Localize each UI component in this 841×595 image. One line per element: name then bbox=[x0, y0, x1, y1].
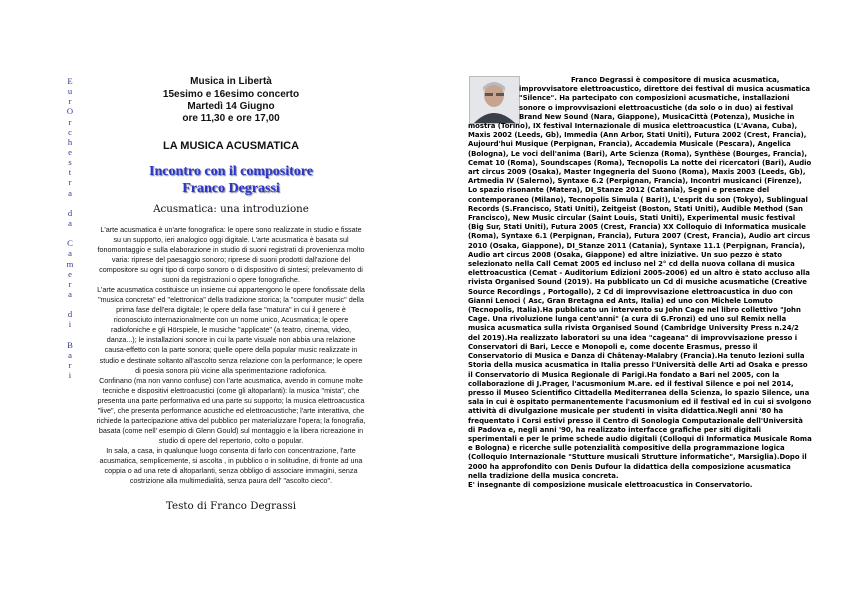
vertical-letter: i bbox=[68, 319, 72, 330]
vertical-letter: t bbox=[68, 167, 72, 178]
vertical-letter: a bbox=[68, 349, 72, 360]
paragraph: In sala, a casa, in qualunque luogo consenta di farlo con concentrazione, l'arte acusmatica, semplicemente, si ascolta , in pubblico o in solitudine, di fronte ad una coppia o ad una rete di altoparlanti, senza obbligo di associare immagini, senza costrizione alla multimedialità, senza paura dell' "ascolto cieco". bbox=[99, 445, 363, 486]
vertical-letter: c bbox=[68, 126, 72, 137]
vertical-letter: e bbox=[68, 268, 72, 279]
vertical-letter: r bbox=[68, 359, 72, 370]
vertical-letter: e bbox=[68, 146, 72, 157]
vertical-letter: m bbox=[66, 258, 74, 269]
vertical-letter: h bbox=[67, 136, 73, 147]
event-series: Musica in Libertà bbox=[190, 76, 272, 87]
vertical-letter bbox=[63, 228, 77, 238]
vertical-letter: a bbox=[68, 248, 72, 259]
vertical-letter bbox=[63, 330, 77, 340]
title-line-2: Franco Degrassi bbox=[182, 180, 280, 196]
event-date: Martedì 14 Giugno bbox=[187, 100, 275, 112]
vertical-letter: C bbox=[67, 238, 73, 249]
vertical-letter bbox=[63, 299, 77, 309]
event-column bbox=[96, 76, 366, 512]
text-author: Testo di Franco Degrassi bbox=[165, 500, 297, 513]
paragraph: L'arte acusmatica costituisce un insieme cui appartengono le opere fonofissate della "musica concreta" ed "elettronica" della tradizione storica; la "computer music" della prima fase dell'era digitale; le opere della fase "matura" in cui il genere è riconosciuto internazionalmente con un nome unico, Acusmatica; le opere radiofoniche e gli Hörspiele, le musiche "applicate" (a teatro, cinema, video, danza...); le installazioni sonore in cui la parte visuale non abbia una relazione causa-effetto con la parte sonora; quelle opere della popular music realizzate in studio e destinate soltanto all'ascolto senza relazione con la performance; le opere di poesia sonora più vicine alla sperimentazione radiofonica. bbox=[97, 285, 365, 375]
vertical-letter: r bbox=[68, 96, 72, 107]
bio-text bbox=[468, 76, 812, 481]
vertical-letter: r bbox=[68, 278, 72, 289]
vertical-letter: r bbox=[68, 177, 72, 188]
intro-text bbox=[96, 225, 366, 486]
vertical-letter: d bbox=[67, 309, 73, 320]
paragraph: Confinano (ma non vanno confuse) con l'arte acusmatica, avendo in comune molte tecniche e dispositivi elettroacustici (come gli altoparlanti): la musica "mista", che presenta una parte performativa ed una parte su supporto; la musica elettroacustica "live", che presenta performance acustiche ed elettroacustiche; l'arte interattiva, che richiede la partecipazione attiva del pubblico per materializzare l'opera; la fonografia, basata (come nell' esempio di Glenn Gould) sul montaggio e la libera ricreazione in studio di opere del repertorio, colto o popular. bbox=[96, 375, 366, 445]
bio-body: Franco Degrassi è compositore di musica acusmatica, improvvisatore elettroacustico, direttore dei festival di musica acusmatica "Silence". Ha partecipato con composizioni acusmatiche, installazioni sonore o improvvisazioni elettroacustiche (da solo o in duo) ai festival Brand New Sound (Nara, Giappone), MusicaCittà (Potenza), Musiche in mostra (Torino), IX festival Internazionale di musica elettroacustica (L'Avana, Cuba), Maxis 2002 (Leeds, Gb), Immedia (Ann Arbor, Stati Uniti), Futura 2002 (Crest, Francia), Aujourd'hui Musique (Perpignan, Francia), Accademia Musicale (Pescara), Angelica (Bologna), Le voci dell'anima (Bari), Arte Scienza (Roma), Synthèse (Bourges, Francia), Cemat 10 (Roma), Soundscapes (Roma), Tecnopolis La notte dei ricercatori (Bari), Audio art circus 2009 (Osaka), Master Ingegneria del Suono (Roma), Maxis 2003 (Leeds, Gb), Artmedia IV (Salerno), Syntaxe 6.2 (Perpignan, Francia), Incontri musicanci (Firenze), Lo spazio risonante (Matera), DI_Stanze 2012 (Catania), Segni e presenze del contemporaneo (Milano), Tecnopolis Simula ( Bari!), L'esprit du son (Tokyo), Sublingual Records (S.Francisco, Stati Uniti), Zeitgeist (Boston, Stati Uniti), Audible Method (San Francisco), New Music circular (Saint Louis, Stati Uniti), Experimental music festival (Big Sur, Stati Uniti), Futura 2005 (Crest, Francia) XX Colloquio di Informatica musicale (Roma), Syntaxe 6.1 (Perpignan, Francia), Futura 2007 (Crest, Francia), Audio art circus 2010 (Osaka, Giappone), DI_Stanze 2011 (Catania), Syntaxe 11.1 (Perpignan, Francia), Audio art circus 2008 (Osaka, Giappone) ed altre iniziative. Un suo pezzo è stato selezionato nella Call Cemat 2005 ed incluso nel 2° cd della nuova collana di musica elettroacustica (Cemat - Auditorium Edizioni 2005-2006) ed un altro è stato accluso alla rivista Organised Sound (2019). Ha pubblicato un Cd di musiche acusmatiche (Creative Source Recordings , Portogallo), 2 Cd di improvvisazione elettroacustica in duo con Gianni Lenoci ( Asc, Gran Bretagna ed Ants, Italia) ed uno con Michele Lomuto (Tecnopolis, Italia).Ha pubblicato un intervento su John Cage nel libro collettivo "John Cage. Una rivoluzione lunga cent'anni" (a cura di G.Fronzi) ed uno sul Remix nella musica acusmatica sulla rivista Organised Sound (Cambridge University Press n.24/2 del 2019).Ha realizzato laboratori su una idea "cageana" di improvvisazione presso i Conservatori di Bari, Lecce e Monopoli e, come docente Erasmus, presso il Conservatorio di Musica e Danza di Châtenay-Malabry (Francia).Ha tenuto lezioni sulla Storia della musica acusmatica in Italia presso l'Università delle Arti ad Osaka e presso il Conservatorio di Musica Regionale di Parigi.Ha fondato a Bari nel 2005, con la collaborazione di J.Prager, l'acusmonium M.are. ed il festival Silence e poi nel 2014, presso il Museo Scientifico Cittadella Mediterranea della Scienza, lo spazio Silence, una sala in cui è ospitato permanentemente l'acusmonium ed il festival ed in cui si svolgono attività di divulgazione musicale per studenti in visita didattica.Negli anni '80 ha frequentato i Corsi estivi presso il Centro di Sonologia Computazionale dell'Università di Padova e, negli anni '90, ha realizzato interfacce grafiche per siti digitali sperimentali e per le prime schede audio digitali (Colloqui di Informatica Musicale Roma e Bologna) e ricerche sulle potenzialità compositive della programmazione logica (Colloquio Internazionale "Stutture musicali Strutture informatiche", Marsiglia).Dopo il 2000 ha approfondito con Denis Dufour la didattica della composizione acusmatica nella tradizione della musica concreta. bbox=[468, 76, 812, 480]
paragraph: L'arte acusmatica è un'arte fonografica: le opere sono realizzate in studio e fissate su un supporto, ieri analogico oggi digitale. L'arte acusmatica è basata sul fonomontaggio e sulla elaborazione in studio di suoni registrati di provenienza molto varia: riprese del paesaggio sonoro; riprese di suoni prodotti dall'azione del compositore su ogni tipo di corpo sonoro o di dispositivo di sintesi; prelevamento di suoni da registrazioni o opere fonografiche. bbox=[97, 224, 365, 285]
vertical-letter: a bbox=[68, 217, 72, 228]
title-line-1: Incontro con il compositore bbox=[149, 163, 313, 179]
biography bbox=[468, 76, 812, 490]
vertical-letter: u bbox=[67, 86, 73, 97]
vertical-ensemble-name bbox=[63, 76, 77, 380]
bio-last: E' insegnante di composizione musicale elettroacustica in Conservatorio. bbox=[468, 480, 753, 489]
vertical-letter: i bbox=[68, 370, 72, 381]
vertical-letter: r bbox=[68, 116, 72, 127]
event-subject: LA MUSICA ACUSMATICA bbox=[162, 139, 300, 152]
vertical-letter: E bbox=[67, 76, 73, 86]
vertical-letter: B bbox=[67, 339, 73, 350]
event-times: ore 11,30 e ore 17,00 bbox=[182, 112, 280, 124]
event-title bbox=[96, 163, 366, 197]
vertical-letter: s bbox=[68, 157, 72, 168]
concert-number: 15esimo e 16esimo concerto bbox=[162, 88, 300, 100]
vertical-letter: O bbox=[66, 106, 74, 117]
vertical-letter: a bbox=[68, 187, 72, 198]
vertical-letter: a bbox=[68, 288, 72, 299]
event-subtitle: Acusmatica: una introduzione bbox=[153, 202, 309, 215]
vertical-letter: d bbox=[67, 207, 73, 218]
vertical-letter bbox=[63, 198, 77, 208]
